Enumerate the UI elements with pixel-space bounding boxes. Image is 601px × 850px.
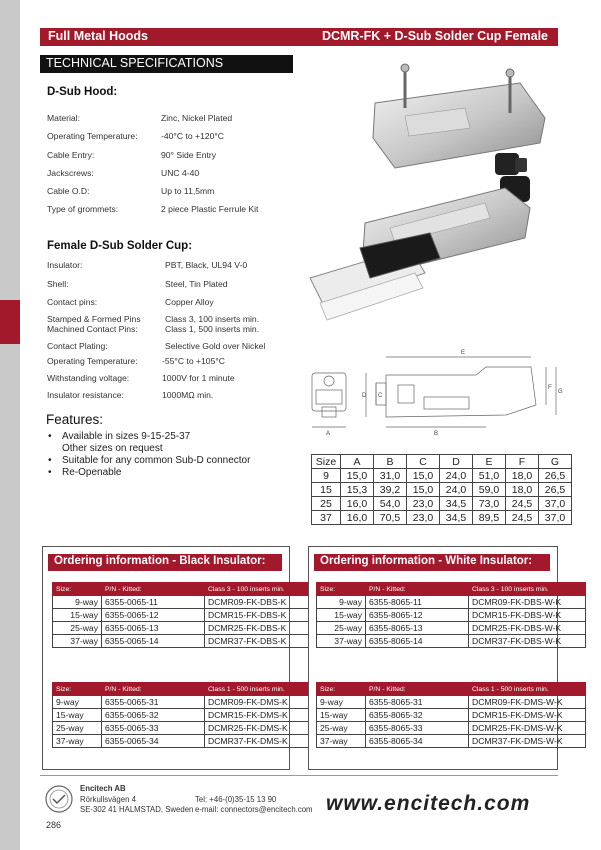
pn-cell: 6355-0065-14 <box>102 635 205 648</box>
dim-cell: 73,0 <box>473 497 506 511</box>
spec-label: Contact pins: <box>47 297 98 307</box>
pn-cell: 6355-0065-34 <box>102 735 205 748</box>
partcode-cell: DCMR15-FK-DMS-W-K <box>469 709 586 722</box>
features-list <box>46 431 250 479</box>
dim-cell: 24,5 <box>506 497 539 511</box>
dim-cell: 39,2 <box>374 483 407 497</box>
pn-cell: 6355-0065-12 <box>102 609 205 622</box>
dim-cell: 24,0 <box>440 483 473 497</box>
dim-cell: 31,0 <box>374 469 407 483</box>
pn-cell: 6355-0065-33 <box>102 722 205 735</box>
spec-value: 2 piece Plastic Ferrule Kit <box>161 204 259 214</box>
dimensions-header-row <box>312 455 572 469</box>
dim-header: B <box>374 455 407 469</box>
table-row <box>53 596 322 609</box>
size-cell: 25-way <box>53 722 102 735</box>
size-cell: 37-way <box>317 735 366 748</box>
table-row <box>312 511 572 525</box>
footer-phone: Tel: +46-(0)35-15 13 90 <box>195 795 277 804</box>
drawing-label-f: F <box>548 385 552 391</box>
col-header-pn: P/N - Kitted: <box>366 683 469 696</box>
col-header-pn: P/N - Kitted: <box>102 583 205 596</box>
spec-value: Copper Alloy <box>165 297 214 307</box>
tech-spec-bar <box>40 55 293 73</box>
features-title: Features: <box>46 412 104 427</box>
dim-cell: 37 <box>312 511 341 525</box>
col-header-class: Class 3 - 100 inserts min. <box>205 583 322 596</box>
dim-cell: 34,5 <box>440 511 473 525</box>
partcode-cell: DCMR25-FK-DMS-K <box>205 722 322 735</box>
pn-cell: 6355-8065-14 <box>366 635 469 648</box>
dim-cell: 54,0 <box>374 497 407 511</box>
size-cell: 37-way <box>53 735 102 748</box>
dim-cell: 18,0 <box>506 483 539 497</box>
dimension-drawing <box>306 345 566 445</box>
spec-label: Insulator resistance: <box>47 390 124 400</box>
feature-item: • Re-Openable <box>46 467 250 479</box>
partcode-cell: DCMR15-FK-DBS-K <box>205 609 322 622</box>
size-cell: 37-way <box>53 635 102 648</box>
order-white-class1-table <box>316 682 586 748</box>
dim-header: Size <box>312 455 341 469</box>
partcode-cell: DCMR09-FK-DMS-K <box>205 696 322 709</box>
spec-label: Withstanding voltage: <box>47 373 130 383</box>
partcode-cell: DCMR25-FK-DBS-W-K <box>469 622 586 635</box>
table-row <box>53 722 322 735</box>
col-header-class: Class 3 - 100 inserts min. <box>469 583 586 596</box>
website-logo[interactable]: www.encitech.com <box>326 792 531 815</box>
dim-cell: 16,0 <box>341 511 374 525</box>
dim-cell: 51,0 <box>473 469 506 483</box>
order-white-title-bar <box>314 554 550 571</box>
pn-cell: 6355-0065-13 <box>102 622 205 635</box>
table-row <box>317 596 586 609</box>
spec-value: Up to 11,5mm <box>161 186 215 196</box>
spec-value: -55°C to +105°C <box>162 356 226 366</box>
feature-item: • Suitable for any common Sub-D connector <box>46 455 250 467</box>
side-margin-strip <box>0 0 20 850</box>
dim-cell: 24,5 <box>506 511 539 525</box>
dim-cell: 15,0 <box>407 469 440 483</box>
spec-value: -40°C to +120°C <box>161 131 225 141</box>
col-header-class: Class 1 - 500 inserts min. <box>205 683 322 696</box>
spec-label: Stamped & Formed Pins <box>47 314 141 324</box>
drawing-label-a: A <box>326 431 331 437</box>
partcode-cell: DCMR37-FK-DBS-K <box>205 635 322 648</box>
table-row <box>53 609 322 622</box>
spec-label: Operating Temperature: <box>47 131 138 141</box>
table-header-row <box>317 583 586 596</box>
table-row <box>53 635 322 648</box>
pn-cell: 6355-8065-11 <box>366 596 469 609</box>
spec-label: Type of grommets: <box>47 204 119 214</box>
order-black-title-bar <box>48 554 282 571</box>
size-cell: 9-way <box>53 596 102 609</box>
pn-cell: 6355-8065-31 <box>366 696 469 709</box>
col-header-size: Size: <box>317 583 366 596</box>
col-header-size: Size: <box>53 683 102 696</box>
dim-cell: 34,5 <box>440 497 473 511</box>
spec-value: 1000V for 1 minute <box>162 373 235 383</box>
table-row <box>317 722 586 735</box>
dim-cell: 37,0 <box>539 497 572 511</box>
drawing-label-e: E <box>461 350 466 356</box>
pn-cell: 6355-8065-32 <box>366 709 469 722</box>
spec-label: Jackscrews: <box>47 168 94 178</box>
dsub-connector-image <box>310 233 440 320</box>
order-black-class1-table <box>52 682 322 748</box>
spec-label: Cable Entry: <box>47 150 95 160</box>
dim-cell: 15,0 <box>407 483 440 497</box>
dim-cell: 23,0 <box>407 511 440 525</box>
hood-top-half-image <box>373 64 545 168</box>
table-row <box>53 735 322 748</box>
size-cell: 15-way <box>317 709 366 722</box>
dim-cell: 26,5 <box>539 469 572 483</box>
spec-label: Contact Plating: <box>47 341 108 351</box>
size-cell: 9-way <box>317 596 366 609</box>
partcode-cell: DCMR15-FK-DMS-K <box>205 709 322 722</box>
table-row <box>53 709 322 722</box>
cup-heading: Female D-Sub Solder Cup: <box>47 240 193 252</box>
dim-cell: 16,0 <box>341 497 374 511</box>
feature-item: • Available in sizes 9-15-25-37 <box>46 431 250 443</box>
dim-cell: 15,0 <box>341 469 374 483</box>
dim-header: G <box>539 455 572 469</box>
table-row <box>317 622 586 635</box>
dim-cell: 18,0 <box>506 469 539 483</box>
spec-value: 90° Side Entry <box>161 150 217 160</box>
pn-cell: 6355-0065-11 <box>102 596 205 609</box>
partcode-cell: DCMR15-FK-DBS-W-K <box>469 609 586 622</box>
partcode-cell: DCMR09-FK-DBS-W-K <box>469 596 586 609</box>
table-row <box>317 635 586 648</box>
spec-value: 1000MΩ min. <box>162 390 214 400</box>
table-header-row <box>53 683 322 696</box>
partcode-cell: DCMR37-FK-DMS-W-K <box>469 735 586 748</box>
size-cell: 15-way <box>317 609 366 622</box>
spec-value: Class 1, 500 inserts min. <box>165 324 260 334</box>
footer-company: Encitech AB <box>80 784 126 793</box>
partcode-cell: DCMR37-FK-DBS-W-K <box>469 635 586 648</box>
header-product-title: DCMR-FK + D-Sub Solder Cup Female <box>321 29 548 43</box>
pn-cell: 6355-8065-34 <box>366 735 469 748</box>
size-cell: 15-way <box>53 709 102 722</box>
size-cell: 9-way <box>53 696 102 709</box>
size-cell: 15-way <box>53 609 102 622</box>
dim-cell: 25 <box>312 497 341 511</box>
pn-cell: 6355-0065-31 <box>102 696 205 709</box>
order-black-title: Ordering information - Black Insulator: <box>54 555 266 567</box>
order-white-class3-table <box>316 582 586 648</box>
size-cell: 9-way <box>317 696 366 709</box>
product-photo <box>305 58 565 338</box>
col-header-class: Class 1 - 500 inserts min. <box>469 683 586 696</box>
table-row <box>312 469 572 483</box>
table-header-row <box>317 683 586 696</box>
partcode-cell: DCMR09-FK-DMS-W-K <box>469 696 586 709</box>
drawing-label-g: G <box>558 389 563 395</box>
side-section-marker <box>0 300 20 344</box>
spec-value: UNC 4-40 <box>161 168 200 178</box>
col-header-pn: P/N - Kitted: <box>366 583 469 596</box>
footer-divider <box>40 775 558 776</box>
table-header-row <box>53 583 322 596</box>
header-bar <box>40 28 558 46</box>
table-row <box>317 696 586 709</box>
pn-cell: 6355-0065-32 <box>102 709 205 722</box>
pn-cell: 6355-8065-33 <box>366 722 469 735</box>
table-row <box>312 497 572 511</box>
spec-label: Shell: <box>47 279 69 289</box>
dim-header: F <box>506 455 539 469</box>
tech-spec-title: TECHNICAL SPECIFICATIONS <box>46 56 224 70</box>
dim-cell: 59,0 <box>473 483 506 497</box>
size-cell: 37-way <box>317 635 366 648</box>
table-row <box>53 696 322 709</box>
size-cell: 25-way <box>317 722 366 735</box>
spec-label: Operating Temperature: <box>47 356 138 366</box>
dim-header: D <box>440 455 473 469</box>
footer-city: SE-302 41 HALMSTAD, Sweden <box>80 805 194 814</box>
dim-cell: 89,5 <box>473 511 506 525</box>
table-row <box>317 609 586 622</box>
dim-header: E <box>473 455 506 469</box>
spec-value: Steel, Tin Plated <box>165 279 228 289</box>
spec-label: Insulator: <box>47 260 83 270</box>
dim-cell: 23,0 <box>407 497 440 511</box>
partcode-cell: DCMR09-FK-DBS-K <box>205 596 322 609</box>
pn-cell: 6355-8065-12 <box>366 609 469 622</box>
dim-header: A <box>341 455 374 469</box>
partcode-cell: DCMR37-FK-DMS-K <box>205 735 322 748</box>
table-row <box>317 709 586 722</box>
order-black-class3-table <box>52 582 322 648</box>
hood-heading: D-Sub Hood: <box>47 86 118 98</box>
drawing-label-c: C <box>378 393 383 399</box>
dim-cell: 70,5 <box>374 511 407 525</box>
dim-header: C <box>407 455 440 469</box>
spec-value: Class 3, 100 inserts min. <box>165 314 260 324</box>
size-cell: 25-way <box>317 622 366 635</box>
spec-label: Machined Contact Pins: <box>47 324 138 334</box>
table-row <box>317 735 586 748</box>
pn-cell: 6355-8065-13 <box>366 622 469 635</box>
dim-cell: 15,3 <box>341 483 374 497</box>
dim-cell: 15 <box>312 483 341 497</box>
page-number: 286 <box>46 820 62 830</box>
col-header-size: Size: <box>317 683 366 696</box>
footer-email: e-mail: connectors@encitech.com <box>195 805 313 814</box>
dim-cell: 26,5 <box>539 483 572 497</box>
size-cell: 25-way <box>53 622 102 635</box>
spec-label: Cable O.D: <box>47 186 90 196</box>
partcode-cell: DCMR25-FK-DMS-W-K <box>469 722 586 735</box>
dim-cell: 9 <box>312 469 341 483</box>
header-category: Full Metal Hoods <box>48 29 148 43</box>
partcode-cell: DCMR25-FK-DBS-K <box>205 622 322 635</box>
dim-cell: 37,0 <box>539 511 572 525</box>
dimensions-table <box>311 454 572 525</box>
spec-value: Selective Gold over Nickel <box>165 341 266 351</box>
order-white-title: Ordering information - White Insulator: <box>320 555 533 567</box>
footer-street: Rörkullsvägen 4 <box>80 795 136 804</box>
table-row <box>312 483 572 497</box>
drawing-label-d: D <box>362 393 367 399</box>
drawing-label-b: B <box>434 431 439 437</box>
spec-value: PBT, Black, UL94 V-0 <box>165 260 248 270</box>
spec-label: Material: <box>47 113 80 123</box>
col-header-size: Size: <box>53 583 102 596</box>
table-row <box>53 622 322 635</box>
col-header-pn: P/N - Kitted: <box>102 683 205 696</box>
certification-seal-icon <box>44 784 74 814</box>
spec-value: Zinc, Nickel Plated <box>161 113 233 123</box>
dim-cell: 24,0 <box>440 469 473 483</box>
feature-item: Other sizes on request <box>62 443 163 454</box>
